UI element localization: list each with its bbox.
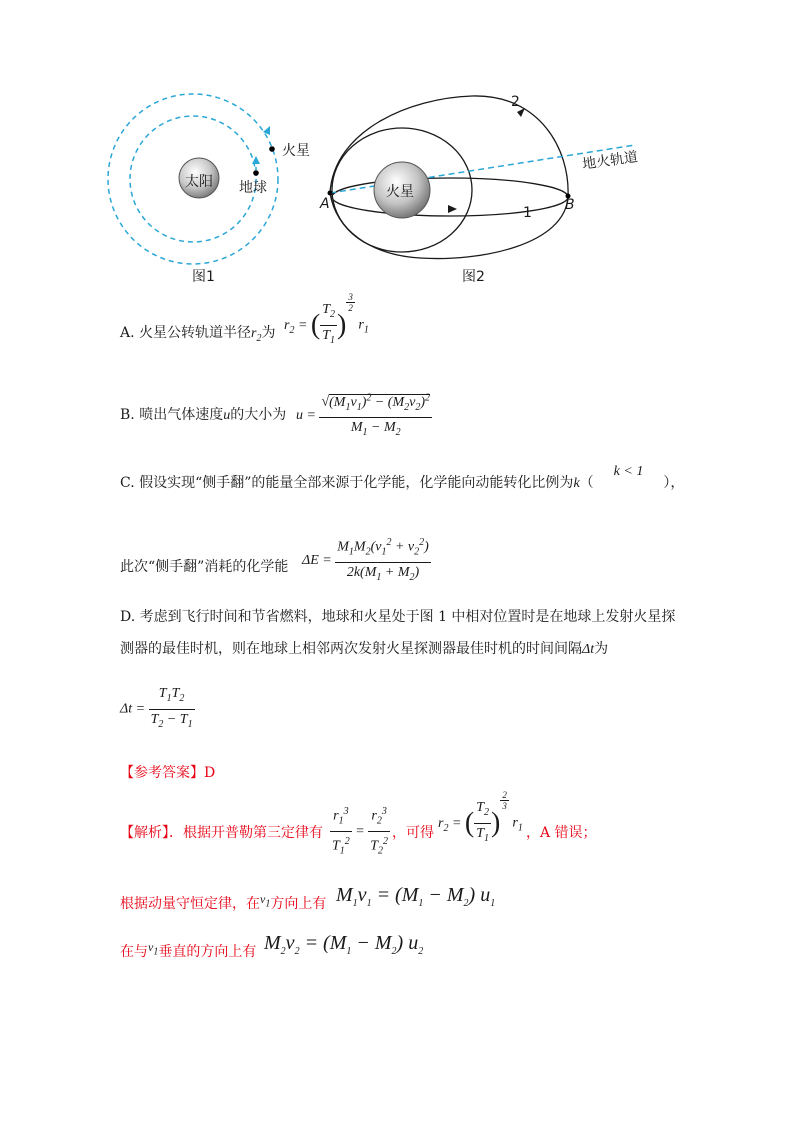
point-a-dot: [328, 191, 333, 196]
point-b-label: B: [565, 197, 575, 213]
figure-2-caption: 图2: [462, 269, 485, 285]
option-a-text: A. 火星公转轨道半径: [120, 325, 252, 341]
orbit-2-label: 2: [511, 94, 520, 110]
c-paren-close: ），: [663, 475, 685, 491]
analysis-line1-mid: ，可得: [392, 825, 434, 841]
answer: [120, 762, 215, 782]
formula-d: Δt = $\frac{T_1T_2}{T_2 - T_1}$: [120, 686, 193, 730]
analysis-line2-dir: 方向上有: [270, 896, 327, 912]
figure-1-caption: 图1: [192, 269, 215, 285]
momentum-eq-2: $M_2v_2 = (M_1 - M_2)$ $u_2$: [264, 932, 424, 957]
orbit-2: [330, 96, 568, 259]
kepler-result: $r_2$ = ( $\frac{T_2}{T_1}$ ) $^{\frac{2}{3}}$ $r_1$: [438, 790, 523, 844]
option-b: [120, 404, 286, 424]
analysis-line3: 在与$v_1$垂直的方向上有: [120, 940, 257, 960]
analysis-line1-text: ．根据开普勒第三定律有: [169, 825, 323, 841]
analysis-label: 【解析】: [120, 825, 169, 841]
mars-label: 火星: [282, 143, 310, 159]
dt-symbol: Δt: [582, 642, 595, 657]
point-a-label: A: [320, 196, 330, 212]
earth-label: 地球: [239, 180, 267, 196]
mars-planet-label: 火星: [386, 184, 414, 200]
option-c-line2: [120, 556, 288, 576]
option-a: [120, 322, 275, 344]
option-c2-text: 此次“侧手翻”消耗的化学能: [120, 559, 289, 575]
option-c: [120, 464, 685, 492]
sun-label: 太阳: [185, 174, 213, 190]
option-d-line2-text: 测器的最佳时机，则在地球上相邻两次发射火星探测器最佳时机的时间间隔: [120, 641, 582, 657]
analysis-line2: 根据动量守恒定律，在$v_1$方向上有: [120, 892, 327, 912]
formula-a: $r_2$ = ( $\frac{T_2}{T_1}$ ) $^{\frac{3}{2}}$ $r_1$: [284, 292, 369, 346]
formula-b: u = $\frac{√(M_1v_1)^2 - (M_2v_2)^2}{M_1 - M_2}$: [296, 388, 432, 443]
answer-value: D: [204, 765, 216, 781]
answer-label: 【参考答案】: [120, 765, 204, 781]
analysis-line1-end: ，A 错误；: [526, 825, 597, 841]
u-symbol: u: [223, 408, 231, 423]
orbit-1-label: 1: [523, 205, 532, 221]
earth-dot: [253, 170, 259, 176]
analysis-line2-text: 根据动量守恒定律，在: [120, 896, 260, 912]
option-d-line2: [120, 638, 608, 658]
option-b-mid: 的大小为: [230, 407, 287, 423]
formula-c: ΔE = $\frac{M_1M_2(v_1^2 + v_2^2)}{2k(M_1 + M_2)}$: [302, 533, 431, 588]
r2-symbol: $r_2$: [251, 326, 262, 344]
analysis-line3-dir: 垂直的方向上有: [158, 944, 257, 960]
k-symbol: k: [573, 476, 580, 491]
option-c-text: C. 假设实现“侧手翻”的能量全部来源于化学能，化学能向动能转化比例为: [120, 475, 574, 491]
option-b-text: B. 喷出气体速度: [120, 407, 224, 423]
momentum-eq-1: $M_1v_1 = (M_1 - M_2)$ $u_1$: [336, 884, 496, 909]
option-d-is: 为: [594, 641, 609, 657]
c-paren-open: （: [579, 475, 594, 491]
kepler-formula: $\frac{r_1^3}{T_1^2}$ = $\frac{r_2^3}{T_2^2}$: [330, 802, 390, 862]
k-condition: k < 1: [613, 464, 644, 479]
option-d-line1: D. 考虑到飞行时间和节省燃料，地球和火星处于图 1 中相对位置时是在地球上发射火星探: [120, 609, 676, 625]
analysis-line3-text: 在与: [120, 944, 148, 960]
figure-2: [320, 90, 660, 265]
analysis-line1: [120, 822, 323, 842]
orbit-label: 地火轨道: [581, 149, 639, 173]
mars-dot: [269, 146, 275, 152]
option-a-is: 为: [261, 325, 276, 341]
